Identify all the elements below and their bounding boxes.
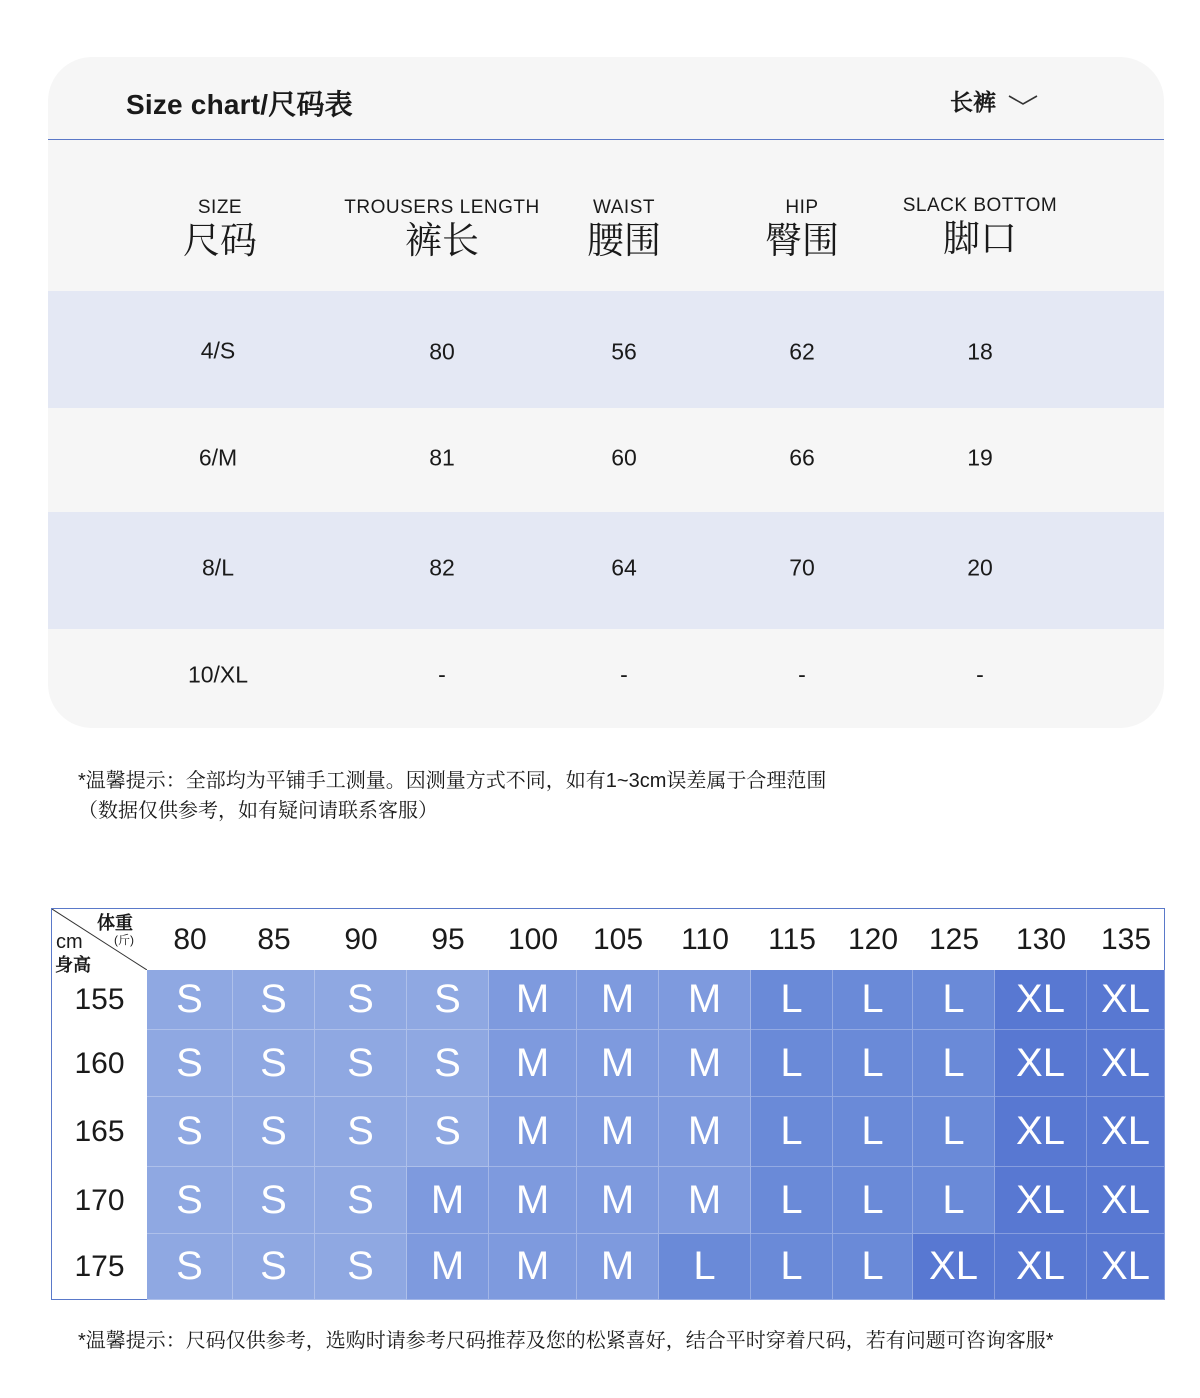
size-recommendation-cell: XL	[913, 1234, 995, 1300]
cell-size: 6/M	[198, 444, 238, 471]
size-recommendation-cell: L	[751, 1097, 833, 1167]
size-recommendation-cell: L	[913, 1030, 995, 1097]
size-recommendation-cell: XL	[1087, 1234, 1165, 1300]
column-header-en: HIP	[785, 197, 819, 218]
size-recommendation-cell: L	[913, 1167, 995, 1234]
column-header-hip	[765, 197, 839, 263]
cell-hip: 70	[789, 554, 815, 581]
cell-hip: 66	[789, 444, 815, 471]
cell-slack-bottom: 20	[967, 554, 993, 581]
cell-size: 4/S	[200, 337, 236, 364]
size-recommendation-cell: S	[233, 1234, 315, 1300]
weight-header: 105	[592, 922, 644, 956]
weight-header: 90	[344, 922, 378, 956]
size-recommendation-cell: L	[751, 1030, 833, 1097]
column-header-zh: 脚口	[942, 218, 1017, 259]
size-recommendation-cell: S	[233, 1097, 315, 1167]
size-recommendation-cell: L	[751, 970, 833, 1030]
weight-header: 135	[1100, 922, 1152, 956]
size-recommendation-cell: M	[489, 1097, 577, 1167]
size-chart-card	[48, 57, 1164, 728]
column-header-trousers-length	[344, 197, 539, 263]
size-recommendation-cell: XL	[995, 1234, 1087, 1300]
cell-hip: -	[798, 661, 806, 688]
size-recommendation-cell: XL	[1087, 970, 1165, 1030]
size-recommendation-cell: S	[315, 1167, 407, 1234]
size-recommendation-cell: M	[577, 970, 659, 1030]
cell-waist: 64	[611, 554, 637, 581]
column-header-zh: 尺码	[183, 220, 257, 261]
size-recommendation-cell: XL	[995, 1030, 1087, 1097]
column-header-zh: 臀围	[765, 220, 839, 261]
size-recommendation-cell: S	[147, 970, 233, 1030]
cell-slack-bottom: 19	[967, 444, 993, 471]
table-row	[48, 291, 1164, 408]
size-recommendation-cell: S	[147, 1167, 233, 1234]
cell-size: 10/XL	[187, 661, 249, 688]
size-recommendation-cell: L	[833, 1234, 913, 1300]
size-recommendation-cell: S	[233, 1030, 315, 1097]
cell-trousers-length: 80	[429, 338, 455, 365]
size-recommendation-cell: XL	[995, 1097, 1087, 1167]
height-header: 155	[74, 983, 125, 1016]
weight-header: 95	[431, 922, 465, 956]
size-recommendation-cell: M	[659, 970, 751, 1030]
size-recommendation-cell: L	[833, 970, 913, 1030]
size-recommendation-cell: L	[833, 1030, 913, 1097]
column-header-en: TROUSERS LENGTH	[344, 197, 540, 218]
cell-waist: 60	[611, 444, 637, 471]
height-header: 160	[74, 1046, 125, 1080]
card-title: Size chart/尺码表	[126, 89, 353, 120]
weight-header: 85	[257, 922, 291, 956]
size-recommendation-cell: L	[659, 1234, 751, 1300]
size-recommendation-cell: M	[659, 1167, 751, 1234]
size-recommendation-cell: S	[407, 970, 489, 1030]
height-axis-label: 身高	[55, 955, 91, 975]
cell-trousers-length: 82	[429, 554, 455, 581]
column-header-zh: 腰围	[587, 220, 661, 261]
column-header-zh: 裤长	[404, 220, 479, 261]
table-row	[48, 512, 1164, 629]
column-header-size	[183, 197, 257, 263]
card-header	[48, 57, 1164, 140]
cell-waist: 56	[611, 338, 637, 365]
cell-size: 8/L	[202, 554, 234, 581]
size-recommendation-cell: S	[147, 1097, 233, 1167]
size-recommendation-cell: L	[913, 970, 995, 1030]
size-recommendation-cell: S	[315, 1234, 407, 1300]
column-header-slack-bottom	[903, 195, 1058, 261]
height-header: 165	[74, 1115, 125, 1148]
table-row	[48, 408, 1164, 512]
size-recommendation-cell: M	[577, 1234, 659, 1300]
column-header-en: SIZE	[197, 197, 243, 218]
cell-waist: -	[620, 661, 628, 688]
garment-type-label: 长裤	[950, 88, 996, 115]
size-recommendation-grid	[51, 908, 1165, 1300]
size-recommendation-cell: S	[315, 1030, 407, 1097]
reference-note: （数据仅供参考，如有疑问请联系客服）	[78, 800, 438, 822]
cell-hip: 62	[789, 338, 815, 365]
size-recommendation-cell: M	[407, 1234, 489, 1300]
size-recommendation-cell: S	[147, 1234, 233, 1300]
size-recommendation-cell: M	[577, 1097, 659, 1167]
size-recommendation-cell: L	[913, 1097, 995, 1167]
size-recommendation-cell: M	[489, 1167, 577, 1234]
size-recommendation-cell: XL	[995, 970, 1087, 1030]
cell-trousers-length: -	[438, 661, 446, 688]
weight-unit-label: (斤)	[114, 933, 134, 947]
size-recommendation-cell: S	[233, 1167, 315, 1234]
weight-header: 110	[681, 922, 729, 956]
size-recommendation-cell: L	[833, 1097, 913, 1167]
size-recommendation-cell: S	[407, 1030, 489, 1097]
size-recommendation-cell: XL	[995, 1167, 1087, 1234]
size-recommendation-cell: M	[489, 970, 577, 1030]
height-unit-label: cm	[56, 931, 83, 953]
height-header: 170	[74, 1183, 125, 1217]
weight-axis-label: 体重	[97, 913, 133, 933]
footer-note: *温馨提示：尺码仅供参考，选购时请参考尺码推荐及您的松紧喜好，结合平时穿着尺码，若有问题可咨询客服*	[78, 1330, 1054, 1352]
size-recommendation-cell: S	[315, 1097, 407, 1167]
size-recommendation-cell: S	[407, 1097, 489, 1167]
size-recommendation-cell: S	[315, 970, 407, 1030]
size-recommendation-cell: L	[751, 1234, 833, 1300]
size-recommendation-cell: XL	[1087, 1167, 1165, 1234]
size-recommendation-cell: XL	[1087, 1030, 1165, 1097]
garment-type-dropdown[interactable]	[950, 84, 1038, 116]
cell-slack-bottom: 18	[967, 338, 993, 365]
size-recommendation-cell: M	[407, 1167, 489, 1234]
size-recommendation-cell: L	[833, 1167, 913, 1234]
weight-header: 130	[1015, 922, 1067, 956]
cell-trousers-length: 81	[429, 444, 455, 471]
size-recommendation-cell: S	[233, 970, 315, 1030]
column-header-waist	[587, 197, 661, 263]
size-recommendation-cell: M	[659, 1097, 751, 1167]
size-recommendation-cell: M	[659, 1030, 751, 1097]
size-recommendation-cell: L	[751, 1167, 833, 1234]
weight-header: 120	[847, 922, 899, 956]
measurement-note: *温馨提示：全部均为平铺手工测量。因测量方式不同，如有1~3cm误差属于合理范围	[78, 770, 827, 792]
size-recommendation-cell: M	[489, 1030, 577, 1097]
weight-header: 100	[507, 922, 559, 956]
grid-corner	[52, 909, 147, 975]
chevron-down-icon	[1008, 94, 1038, 106]
size-recommendation-cell: M	[489, 1234, 577, 1300]
weight-header: 115	[768, 922, 816, 956]
size-recommendation-cell: M	[577, 1030, 659, 1097]
table-row	[48, 629, 1164, 728]
column-header-en: SLACK BOTTOM	[902, 195, 1058, 216]
height-header: 175	[74, 1250, 125, 1283]
weight-header: 80	[173, 922, 207, 956]
weight-header: 125	[928, 922, 980, 956]
size-recommendation-cell: XL	[1087, 1097, 1165, 1167]
size-recommendation-cell: M	[577, 1167, 659, 1234]
cell-slack-bottom: -	[976, 661, 984, 688]
column-header-en: WAIST	[593, 197, 655, 218]
size-recommendation-cell: S	[147, 1030, 233, 1097]
